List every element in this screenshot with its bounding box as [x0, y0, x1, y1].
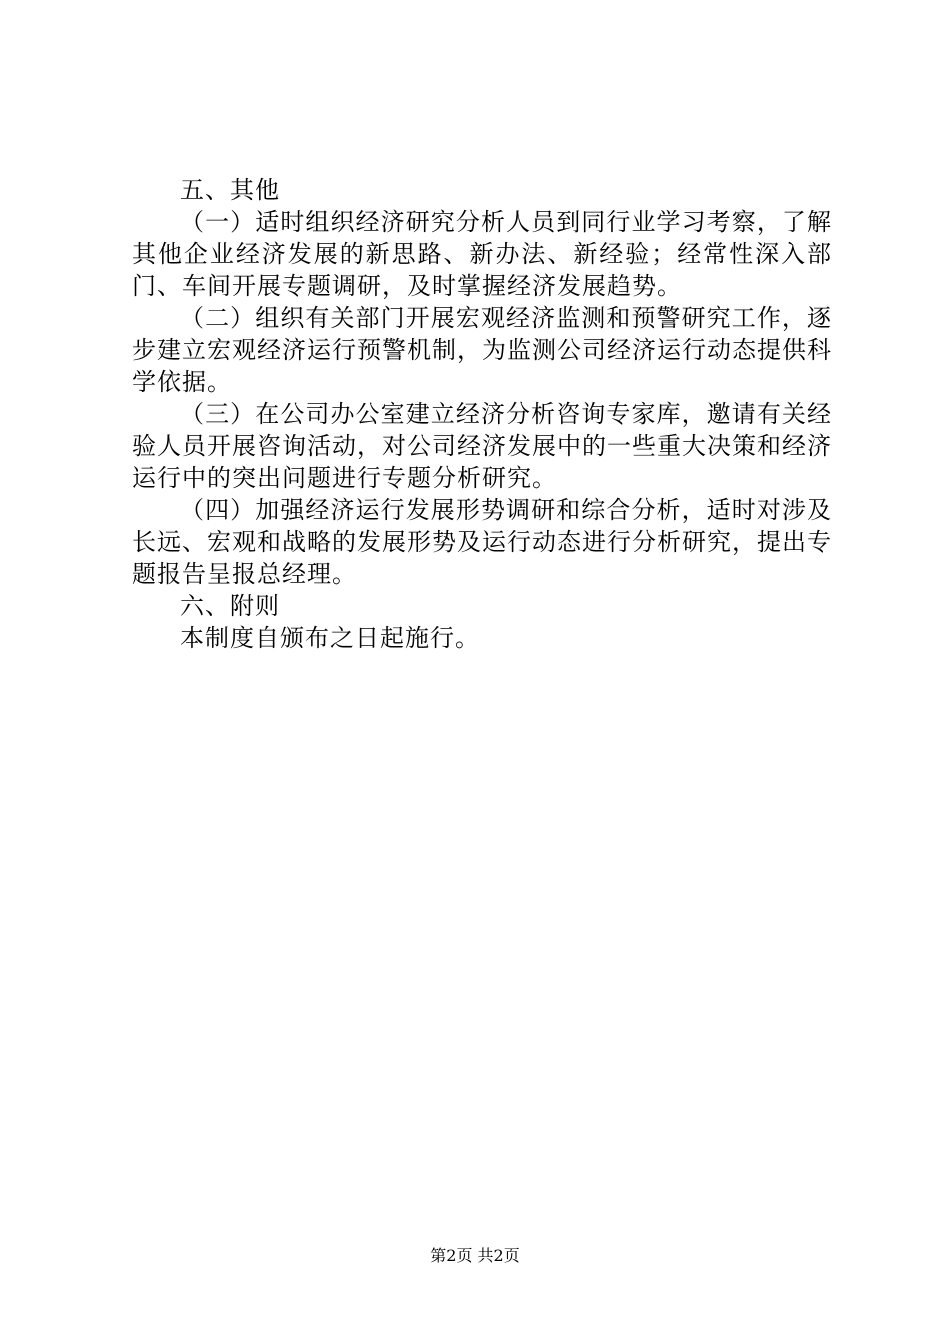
- page-footer: 第2页 共2页: [430, 1246, 520, 1265]
- document-body: [132, 174, 832, 654]
- paragraph-2: （二）组织有关部门开展宏观经济监测和预警研究工作，逐步建立宏观经济运行预警机制，为监测公司经济运行动态提供科学依据。: [132, 304, 832, 396]
- section-heading-appendix: 六、附则: [180, 592, 280, 620]
- paragraph-4: （四）加强经济运行发展形势调研和综合分析，适时对涉及长远、宏观和战略的发展形势及运行动态进行分析研究，提出专题报告呈报总经理。: [132, 496, 832, 588]
- paragraph-3: （三）在公司办公室建立经济分析咨询专家库，邀请有关经验人员开展咨询活动，对公司经济发展中的一些重大决策和经济运行中的突出问题进行专题分析研究。: [132, 400, 832, 492]
- paragraph-1: （一）适时组织经济研究分析人员到同行业学习考察，了解其他企业经济发展的新思路、新办法、新经验；经常性深入部门、车间开展专题调研，及时掌握经济发展趋势。: [132, 208, 832, 300]
- section-heading-other: 五、其他: [180, 176, 280, 204]
- paragraph-5: 本制度自颁布之日起施行。: [180, 624, 480, 652]
